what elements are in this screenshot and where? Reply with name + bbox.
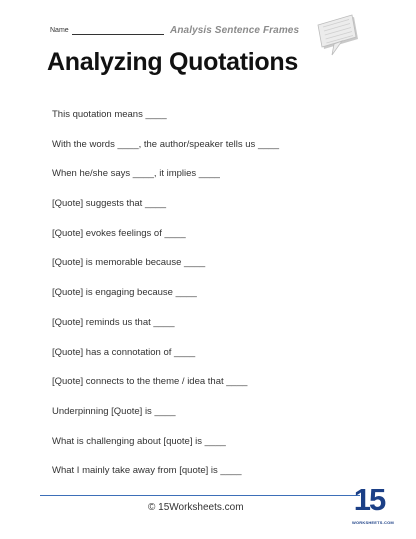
sentence-frame: [Quote] reminds us that ____ xyxy=(52,316,175,328)
speech-bubble-icon xyxy=(314,13,364,59)
sentence-frame: Underpinning [Quote] is ____ xyxy=(52,405,176,417)
worksheets-logo[interactable] xyxy=(352,482,394,528)
sentence-frames-list xyxy=(52,103,392,489)
name-line xyxy=(72,34,164,35)
sentence-frame: When he/she says ____, it implies ____ xyxy=(52,168,220,180)
name-label: Name xyxy=(50,27,69,34)
sentence-frame: With the words ____, the author/speaker tells us ____ xyxy=(52,138,280,150)
sentence-frame: What is challenging about [quote] is ____ xyxy=(52,435,226,447)
logo-number: 15 xyxy=(353,482,385,517)
subject-title: Analysis Sentence Frames xyxy=(170,25,300,36)
worksheet-header xyxy=(0,0,416,45)
sentence-frame: [Quote] has a connotation of ____ xyxy=(52,346,196,358)
sentence-frame: [Quote] is engaging because ____ xyxy=(52,287,197,299)
sentence-frame: [Quote] is memorable because ____ xyxy=(52,257,206,269)
footer-divider xyxy=(40,495,360,496)
sentence-frame: [Quote] evokes feelings of ____ xyxy=(52,227,186,239)
sentence-frame: [Quote] connects to the theme / idea that ____ xyxy=(52,376,248,388)
copyright-text[interactable]: © 15Worksheets.com xyxy=(148,502,244,513)
sentence-frame: This quotation means ____ xyxy=(52,109,167,120)
sentence-frame: [Quote] suggests that ____ xyxy=(52,198,167,210)
logo-text: WORKSHEETS.COM xyxy=(352,520,394,525)
sentence-frame: What I mainly take away from [quote] is ____ xyxy=(52,465,242,477)
page-title: Analyzing Quotations xyxy=(47,48,298,76)
